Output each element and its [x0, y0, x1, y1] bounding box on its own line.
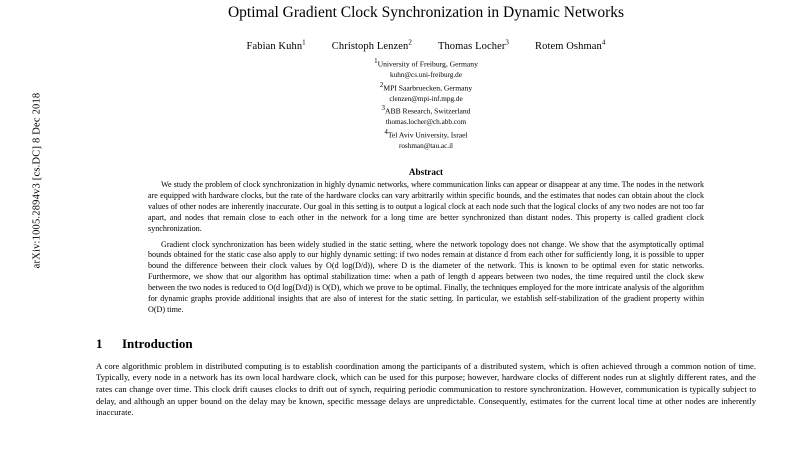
- author-name: Thomas Locher: [437, 41, 506, 53]
- affiliation-list: [96, 57, 756, 151]
- affiliation-marker: 2: [379, 80, 384, 89]
- author-entry: [331, 38, 412, 53]
- author-entry: [246, 38, 306, 53]
- author-marker: 3: [505, 38, 510, 47]
- affiliation-item: [96, 81, 756, 94]
- affiliation-email: roshman@tau.ac.il: [398, 142, 454, 150]
- abstract-paragraph: Gradient clock synchronization has been widely studied in the static setting, where the network topology does not change. We show that the asymptotically optimal bounds obtained for the static case also apply to our highly dynamic setting: if two nodes remain at distance d from each other for sufficiently long, it is possible to upper bound the difference between their clock values by O(d log(D/d)), where D is the diameter of the network. This is known to be optimal even for static networks. Furthermore, we show that our algorithm has optimal stabilization time: when a path of length d appears between two nodes, the time required until the clock skew between the two nodes is reduced to O(d log(D/d)) is O(D), which we prove to be optimal. Finally, the techniques employed for the more intricate analysis of the algorithm for dynamic graphs provide additional insights that are also of interest for the static setting. In particular, we establish self-stabilization of the gradient property within O(D) time.: [148, 239, 704, 314]
- affiliation-marker: 4: [384, 127, 388, 136]
- abstract-paragraph: We study the problem of clock synchronization in highly dynamic networks, where communication links can appear or disappear at any time. The nodes in the network are equipped with hardware clocks, but the rate of the hardware clocks can vary arbitrarily within specific bounds, and the estimates that nodes can obtain about the clock values of other nodes are inherently inaccurate. Our goal in this setting is to output a logical clock at each node such that the logical clocks of any two nodes are not too far apart, and nodes that remain close to each other in the network for a long time are better synchronized than distant nodes. This property is called gradient clock synchronization.: [148, 180, 704, 233]
- section-number: 1: [96, 335, 103, 351]
- author-list: [96, 39, 756, 53]
- author-name: Rotem Oshman: [535, 41, 602, 53]
- author-entry: [437, 38, 510, 53]
- author-marker: 4: [601, 38, 606, 47]
- author-marker: 2: [408, 38, 412, 47]
- author-entry: [535, 38, 606, 53]
- section-title: Introduction: [122, 335, 193, 351]
- section-heading: [96, 336, 756, 352]
- affiliation-marker: 1: [374, 57, 378, 66]
- page-title: Optimal Gradient Clock Synchronization in Dynamic Networks: [227, 4, 625, 21]
- author-name: Fabian Kuhn: [246, 41, 303, 53]
- affiliation-item: [96, 104, 756, 117]
- affiliation-email: thomas.locher@ch.abb.com: [385, 118, 467, 127]
- author-marker: 1: [302, 38, 306, 47]
- affiliation-org: MPI Saarbruecken, Germany: [383, 83, 473, 93]
- abstract-body: [148, 180, 704, 316]
- arxiv-identifier-stamp: arXiv:1005.2894v3 [cs.DC] 8 Dec 2018: [31, 92, 43, 269]
- affiliation-item: [96, 57, 756, 70]
- section-body: [96, 361, 756, 419]
- affiliation-item: [96, 128, 756, 141]
- affiliation-email: kuhn@cs.uni-freiburg.de: [390, 71, 462, 80]
- affiliation-marker: 3: [381, 104, 386, 113]
- affiliation-org: University of Freiburg, Germany: [377, 59, 478, 69]
- affiliation-org: Tel Aviv University, Israel: [387, 130, 468, 140]
- affiliation-email: clenzen@mpi-inf.mpg.de: [389, 94, 463, 103]
- abstract-heading: Abstract: [408, 167, 444, 178]
- author-name: Christoph Lenzen: [331, 41, 409, 53]
- body-paragraph: A core algorithmic problem in distributed computing is to establish coordination among the participants of a distributed system, which is often achieved through a common notion of time. Typically, every node in a network has its own local hardware clock, which can be used for this purpose; however, hardware clocks of different nodes run at slightly different rates, and the rates can change over time. This clock drift causes clocks to drift out of synch, requiring periodic communication to restore synchronization. However, communication is typically subject to delay, and although an upper bound on the delay may be known, specific message delays are unpredictable. Consequently, estimates for the current local time at other nodes are inherently inaccurate.: [96, 360, 756, 418]
- affiliation-org: ABB Research, Switzerland: [385, 106, 471, 116]
- paper-content: [96, 0, 756, 450]
